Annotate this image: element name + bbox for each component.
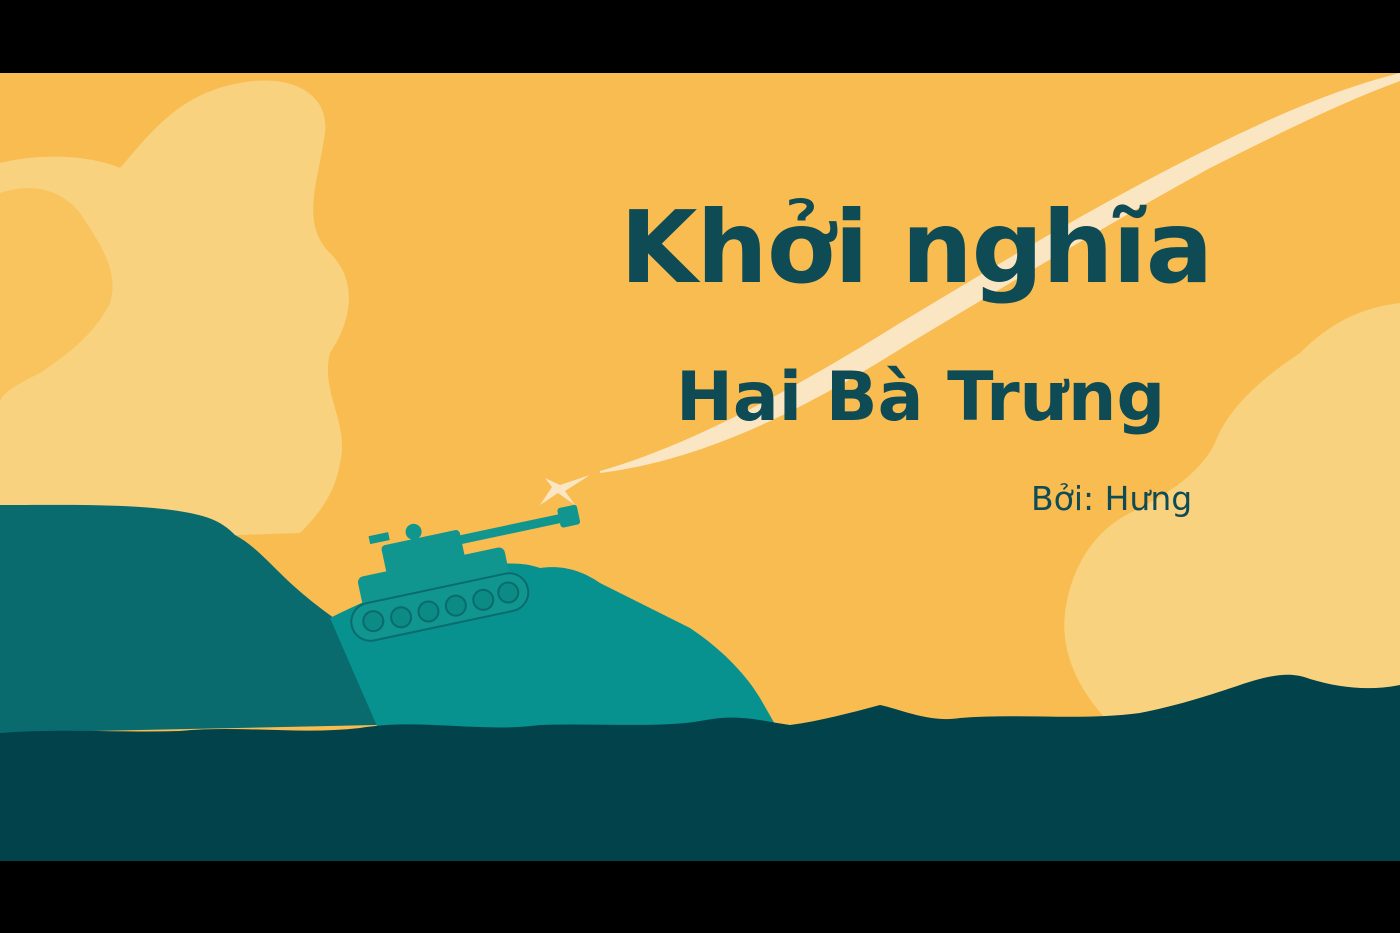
title-slide: [0, 73, 1400, 861]
author-credit: Bởi: Hưng: [1031, 479, 1193, 518]
title-line-2: Hai Bà Trưng: [676, 358, 1166, 437]
title-line-1: Khởi nghĩa: [620, 189, 1213, 306]
